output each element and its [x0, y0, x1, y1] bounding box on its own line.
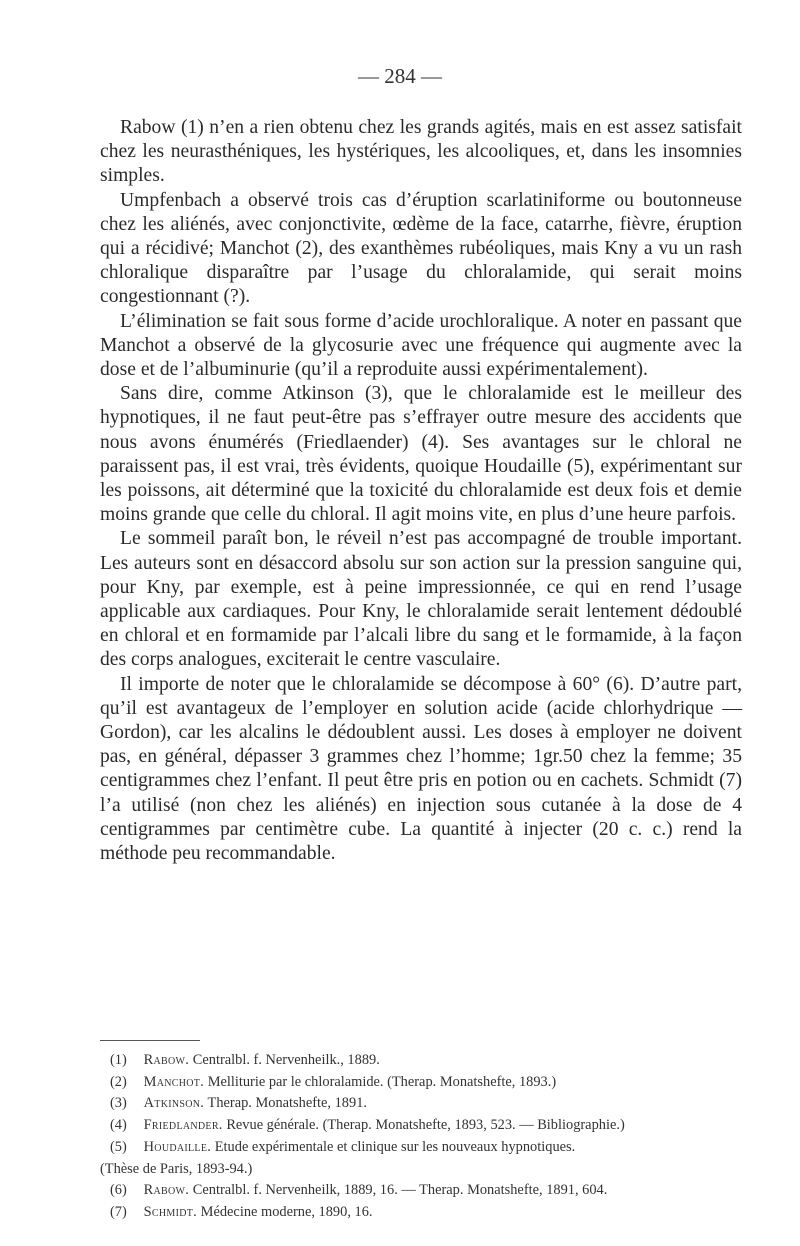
paragraph: Sans dire, comme Atkinson (3), que le chloralamide est le meilleur des hypnotiques, il ne faut peut-être pas s’effrayer outre mesure des accidents que nous avons énumérés (Friedlaender) (4). Ses avantages sur le chloral ne paraissent pas, il est vrai, très évidents, quoique Houdaille (5), expérimentant sur les poissons, ait déterminé que la toxicité du chloralamide est deux fois et demie moins grande que celle du chloral. Il agit moins vite, en plus d’une heure parfois. — [100, 383, 742, 526]
footnote — [100, 1202, 760, 1224]
footnote — [100, 1072, 760, 1094]
footnote-author: Rabow. — [143, 1052, 190, 1068]
footnote-text: Therap. Monatshefte, 1891. — [207, 1095, 367, 1112]
footnote-number: (7) — [110, 1203, 127, 1220]
footnote-number: (1) — [110, 1052, 127, 1068]
page-number: — 284 — — [358, 64, 442, 88]
footnote-text: Melliturie par le chloralamide. (Therap. Monatshefte, 1893.) — [207, 1073, 557, 1090]
footnote-text: Médecine moderne, 1890, 16. — [200, 1203, 373, 1220]
paragraph: Umpfenbach a observé trois cas d’éruption scarlatiniforme ou boutonneuse chez les aliénés, avec conjonctivite, œdème de la face, catarrhe, fièvre, éruption qui a récidivé; Manchot (2), des exanthèmes rubéoliques, mais Kny a vu un rash chloralique disparaître par l’usage du chloralamide, qui serait moins congestionnant (?). — [100, 189, 742, 308]
footnote-number: (5) — [110, 1138, 127, 1155]
footnote-author: Manchot. — [143, 1073, 205, 1090]
paragraph: Rabow (1) n’en a rien obtenu chez les grands agités, mais en est assez satisfait chez les neurasthéniques, les hystériques, les alcooliques, et, dans les insomnies simples. — [100, 117, 742, 187]
footnote-number: (2) — [110, 1073, 127, 1090]
footnote-author: Rabow. — [143, 1182, 190, 1199]
footnote-author: Atkinson. — [143, 1095, 205, 1112]
paragraph: L’élimination se fait sous forme d’acide urochloralique. A noter en passant que Manchot a observé de la glycosurie avec une fréquence qui augmente avec la dose et de l’albuminurie (qu’il a reproduite aussi expérimentalement). — [100, 310, 742, 381]
footnote-text: Etude expérimentale et clinique sur les nouveaux hypnotiques. — [214, 1138, 576, 1155]
footnote — [100, 1137, 760, 1159]
footnote-text: Revue générale. (Therap. Monatshefte, 1893, 523. — Bibliographie.) — [226, 1117, 625, 1134]
footnote-author: Schmidt. — [143, 1203, 198, 1220]
footnote — [100, 1180, 760, 1202]
footnote-number: (4) — [110, 1117, 127, 1134]
body-text — [100, 116, 742, 866]
footnote-text: Centralbl. f. Nervenheilk, 1889, 16. — Therap. Monatshefte, 1891, 604. — [192, 1182, 608, 1199]
footnote-number: (3) — [110, 1095, 127, 1112]
footnote — [100, 1115, 760, 1137]
footnote — [100, 1093, 760, 1115]
footnote-author: Friedlander. — [143, 1117, 223, 1134]
footnote-text: Centralbl. f. Nervenheilk., 1889. — [192, 1052, 380, 1068]
footnote-continuation: (Thèse de Paris, 1893-94.) — [100, 1160, 253, 1177]
paragraph: Il importe de noter que le chloralamide se décompose à 60° (6). D’autre part, qu’il est avantageux de l’employer en solution acide (acide chlorhydrique — Gordon), car les alcalins le dédoublent aussi. Les doses à employer ne doivent pas, en général, dépasser 3 grammes chez l’homme; 1gr.50 chez la femme; 35 centigrammes chez l’enfant. Il peut être pris en potion ou en cachets. Schmidt (7) l’a utilisé (non chez les aliénés) en injection sous cutanée à la dose de 4 centigrammes par centimètre cube. La quantité à injecter (20 c. c.) rend la méthode peu recommandable. — [100, 673, 742, 865]
footnote-author: Houdaille. — [143, 1138, 212, 1155]
paragraph: Le sommeil paraît bon, le réveil n’est pas accompagné de trouble important. Les auteurs sont en désaccord absolu sur son action sur la pression sanguine qui, pour Kny, par exemple, est à peine impressionnée, ce qui en rend l’usage applicable aux cardiaques. Pour Kny, le chloralamide serait lentement dédoublé en chloral et en formamide par l’alcali libre du sang et le formamide, à la façon des corps analogues, exciterait le centre vasculaire. — [100, 528, 742, 671]
footnote-number: (6) — [110, 1182, 127, 1199]
footnote-divider — [100, 1040, 200, 1041]
footnote — [100, 1050, 760, 1072]
footnotes — [100, 1050, 760, 1224]
